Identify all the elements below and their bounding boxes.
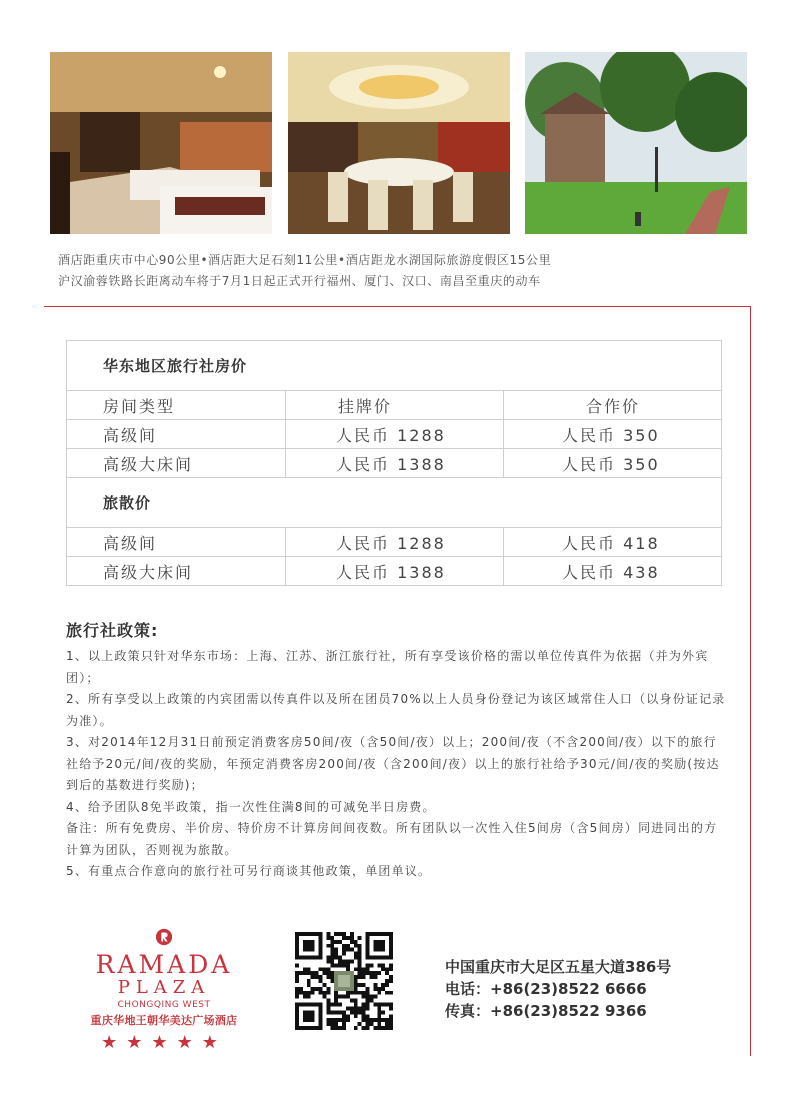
policy-item: 5、有重点合作意向的旅行社可另行商谈其他政策，单团单议。 <box>66 864 432 878</box>
policy-note: 备注：所有免费房、半价房、特价房不计算房间间夜数。所有团队以一次性入住5间房（含5间房）同进同出的方计算为团队，否则视为旅散。 <box>66 821 718 857</box>
logo-name: RAMADA <box>95 950 233 979</box>
section-header-individual <box>67 478 721 528</box>
qr-code-icon <box>295 932 393 1030</box>
hotel-exterior-garden-photo <box>525 52 747 234</box>
room-type: 高级间 <box>103 425 158 445</box>
policy-title: 旅行社政策: <box>66 621 159 640</box>
coop-rate: 人民币 350 <box>503 420 721 448</box>
room-type: 高级间 <box>103 533 158 553</box>
policy-item: 3、对2014年12月31日前预定消费客房50间/夜（含50间/夜）以上；200间/夜（不含200间/夜）以下的旅行社给予20元/间/夜的奖励，年预定消费客房200间/夜（含200间/夜）以上的旅行社给予30元/间/夜的奖励(按达到后的基数进行奖励)； <box>66 735 720 792</box>
table-row <box>67 420 721 449</box>
logo-city: CHONGQING WEST <box>117 1000 211 1010</box>
section-title: 华东地区旅行社房价 <box>103 357 248 375</box>
policy-item: 1、以上政策只针对华东市场：上海、江苏、浙江旅行社，所有享受该价格的需以单位传真件为依据（并为外宾团）； <box>66 649 709 685</box>
table-row <box>67 557 721 585</box>
header-coop-rate: 合作价 <box>503 391 721 419</box>
rack-rate: 人民币 1388 <box>285 557 503 585</box>
policy-list <box>66 646 728 883</box>
contact-block <box>445 956 671 1022</box>
red-divider-horizontal <box>44 306 751 307</box>
red-divider-vertical <box>750 306 751 1056</box>
section-title: 旅散价 <box>103 494 152 512</box>
logo-sub: PLAZA <box>117 977 211 998</box>
ramada-plaza-logo <box>80 928 248 1058</box>
hotel-bedroom-photo <box>50 52 272 234</box>
coop-rate: 人民币 350 <box>503 449 721 477</box>
table-header-row <box>67 391 721 420</box>
section-header-east-china <box>67 341 721 391</box>
intro-train-line: 沪汉渝蓉铁路长距离动车将于7月1日起正式开行福州、厦门、汉口、南昌至重庆的动车 <box>58 274 541 288</box>
room-type: 高级大床间 <box>103 454 194 474</box>
rack-rate: 人民币 1388 <box>285 449 503 477</box>
five-star-rating: ★★★★★ <box>101 1032 227 1053</box>
rack-rate: 人民币 1288 <box>285 420 503 448</box>
policy-item: 4、给予团队8免半政策，指一次性住满8间的可减免半日房费。 <box>66 799 436 814</box>
fax-number: 传真：+86(23)8522 9366 <box>445 1002 647 1020</box>
hotel-chinese-name: 重庆华地王朝华美达广场酒店 <box>90 1014 238 1027</box>
coop-rate: 人民币 438 <box>503 557 721 585</box>
rack-rate: 人民币 1288 <box>285 528 503 556</box>
phone-number: 电话：+86(23)8522 6666 <box>445 980 647 998</box>
header-rack-rate: 挂牌价 <box>285 391 503 419</box>
ramada-emblem-icon <box>155 928 173 946</box>
room-type: 高级大床间 <box>103 562 194 582</box>
coop-rate: 人民币 418 <box>503 528 721 556</box>
banquet-hall-photo <box>288 52 510 234</box>
table-row <box>67 528 721 557</box>
table-row <box>67 449 721 478</box>
policy-item: 2、所有享受以上政策的内宾团需以传真件以及所在团员70%以上人员身份登记为该区域常住人口（以身份证记录为准）。 <box>66 692 726 728</box>
rates-table <box>66 340 722 586</box>
address: 中国重庆市大足区五星大道386号 <box>445 958 672 976</box>
header-room-type: 房间类型 <box>103 396 176 416</box>
intro-distance-line: 酒店距重庆市中心90公里•酒店距大足石刻11公里•酒店距龙水湖国际旅游度假区15公里 <box>58 253 552 267</box>
